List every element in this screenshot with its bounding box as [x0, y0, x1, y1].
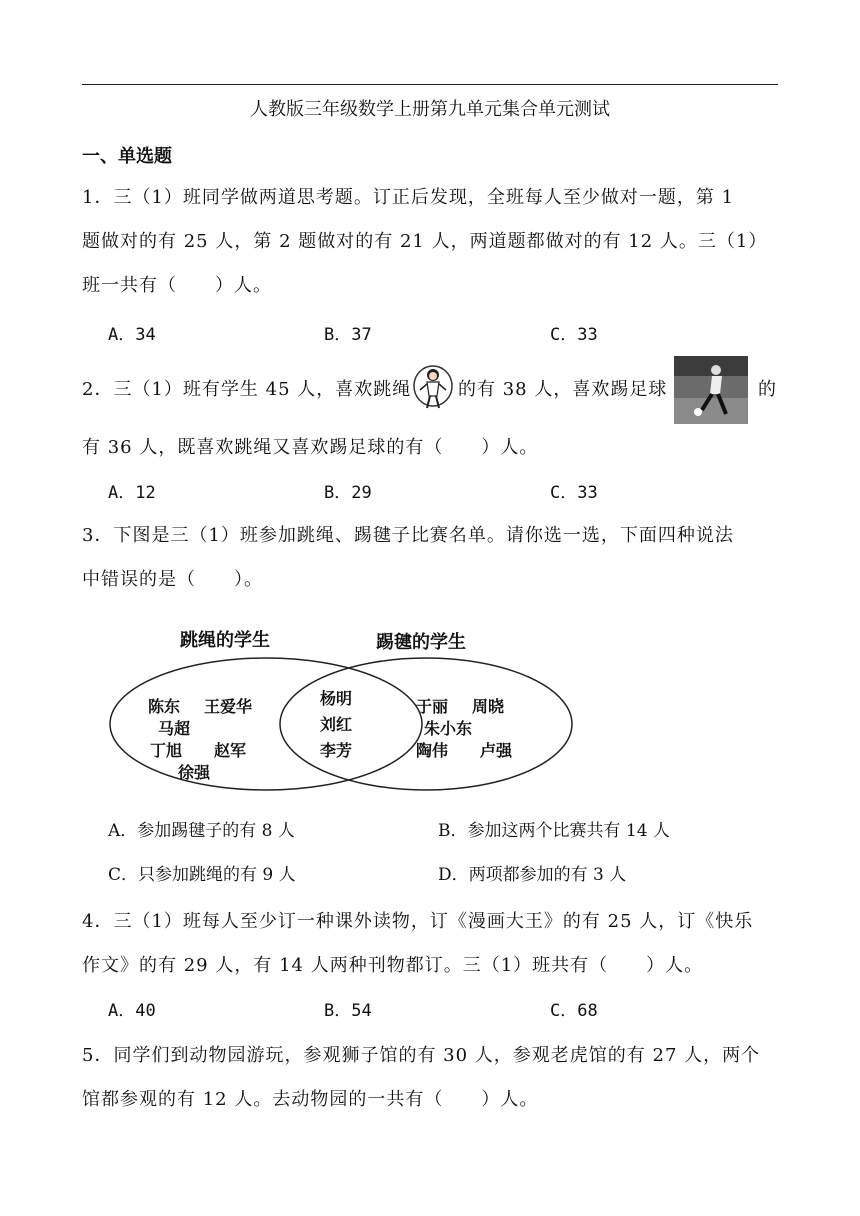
question-1-options — [108, 320, 788, 350]
page-title: 人教版三年级数学上册第九单元集合单元测试 — [250, 99, 610, 120]
question-5-line: 5．同学们到动物园游玩，参观狮子馆的有 30 人，参观老虎馆的有 27 人，两个 — [82, 1045, 761, 1066]
venn-name: 周晓 — [472, 697, 505, 716]
option-b[interactable]: B．29 — [324, 483, 372, 503]
option-a[interactable]: A．34 — [108, 325, 156, 345]
venn-left-label: 跳绳的学生 — [180, 630, 270, 651]
venn-name: 赵军 — [214, 741, 247, 760]
section-heading: 一、单选题 — [82, 146, 172, 167]
venn-name: 徐强 — [178, 763, 211, 782]
option-c[interactable]: C．33 — [550, 483, 598, 503]
venn-name: 于丽 — [416, 697, 449, 716]
question-4-line: 作文》的有 29 人，有 14 人两种刊物都订。三（1）班共有（ ）人。 — [82, 955, 704, 976]
venn-name: 杨明 — [320, 689, 353, 708]
venn-diagram — [106, 616, 576, 796]
question-2-text-b: 的有 38 人，喜欢踢足球 — [458, 379, 668, 400]
question-3-options-row-2 — [108, 860, 788, 890]
venn-name: 陶伟 — [416, 741, 449, 760]
question-5-line: 馆都参观的有 12 人。去动物园的一共有（ ）人。 — [82, 1089, 539, 1110]
option-a[interactable]: A．参加踢毽子的有 8 人 — [108, 821, 295, 841]
question-2-text-c: 的 — [758, 379, 777, 400]
question-3-options-row-1 — [108, 816, 788, 846]
option-c[interactable]: C．68 — [550, 1001, 598, 1021]
option-d[interactable]: D．两项都参加的有 3 人 — [438, 865, 627, 885]
question-2-options — [108, 478, 788, 508]
question-3-line: 3．下图是三（1）班参加跳绳、踢毽子比赛名单。请你选一选，下面四种说法 — [82, 525, 734, 546]
question-3 — [82, 514, 782, 602]
question-1-line: 1．三（1）班同学做两道思考题。订正后发现，全班每人至少做对一题，第 1 — [82, 187, 735, 208]
question-4 — [82, 900, 782, 988]
venn-left-circle — [110, 658, 422, 790]
question-1-line: 题做对的有 25 人，第 2 题做对的有 21 人，两道题都做对的有 12 人。三（1） — [82, 231, 768, 252]
option-b[interactable]: B．54 — [324, 1001, 372, 1021]
option-c[interactable]: C．33 — [550, 325, 598, 345]
question-2 — [82, 356, 782, 426]
question-4-line: 4．三（1）班每人至少订一种课外读物，订《漫画大王》的有 25 人，订《快乐 — [82, 911, 754, 932]
venn-name: 卢强 — [480, 741, 513, 760]
option-b[interactable]: B．37 — [324, 325, 372, 345]
option-c[interactable]: C．只参加跳绳的有 9 人 — [108, 865, 296, 885]
jump-rope-child-icon — [412, 364, 454, 416]
question-4-options — [108, 996, 788, 1026]
venn-name: 王爱华 — [204, 697, 253, 716]
option-b[interactable]: B．参加这两个比赛共有 14 人 — [438, 821, 670, 841]
question-3-line: 中错误的是（ ）。 — [82, 569, 263, 590]
venn-name: 马超 — [158, 719, 191, 738]
venn-name: 李芳 — [320, 741, 353, 760]
question-2-line: 有 36 人，既喜欢跳绳又喜欢踢足球的有（ ）人。 — [82, 437, 539, 458]
soccer-player-photo-icon — [674, 356, 748, 424]
question-1-line: 班一共有（ ）人。 — [82, 275, 272, 296]
venn-right-label: 踢毽的学生 — [376, 632, 466, 653]
venn-name: 朱小东 — [424, 719, 473, 738]
venn-name: 丁旭 — [150, 741, 183, 760]
question-2-line-2-wrap — [82, 426, 782, 470]
venn-name: 陈东 — [148, 697, 181, 716]
question-1 — [82, 176, 782, 308]
venn-name: 刘红 — [320, 715, 353, 734]
question-2-text-a: 2．三（1）班有学生 45 人，喜欢跳绳 — [82, 379, 412, 400]
question-5 — [82, 1034, 782, 1122]
header-rule — [82, 84, 778, 85]
option-a[interactable]: A．40 — [108, 1001, 156, 1021]
option-a[interactable]: A．12 — [108, 483, 156, 503]
